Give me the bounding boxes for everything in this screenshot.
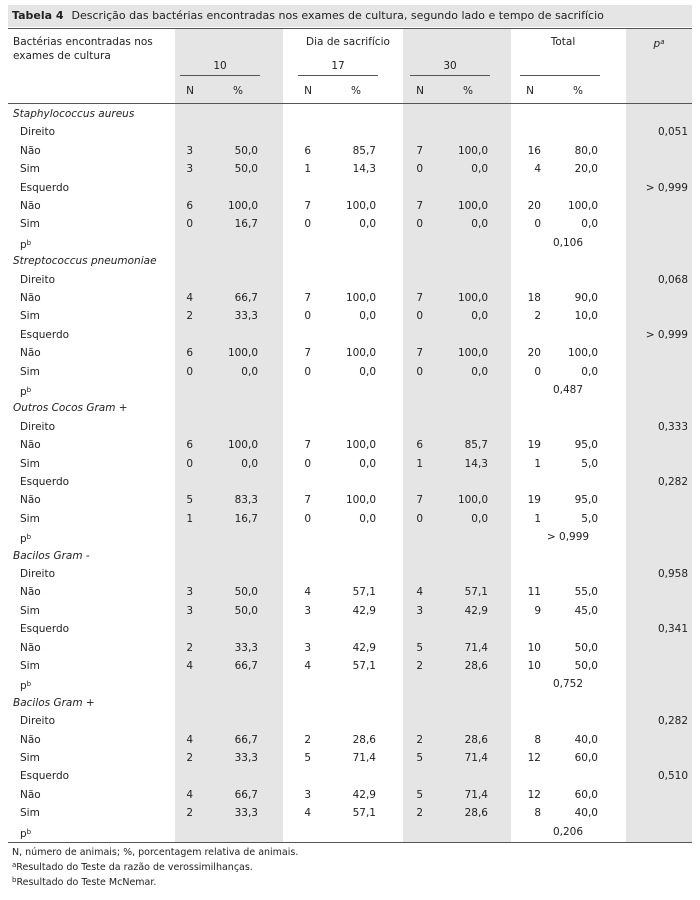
cell-n: 12 bbox=[527, 788, 541, 801]
cell-n: 4 bbox=[186, 660, 193, 672]
category-label: Staphylococcus aureus bbox=[13, 108, 135, 120]
answer-label: Sim bbox=[20, 365, 40, 378]
cell-pct: 85,7 bbox=[352, 144, 376, 157]
cell-n: 0 bbox=[416, 163, 423, 176]
cell-pct: 50,0 bbox=[234, 163, 258, 176]
cell-pct: 0,0 bbox=[581, 218, 598, 231]
cell-n: 19 bbox=[527, 494, 541, 507]
cell-n: 2 bbox=[186, 310, 193, 323]
results-table bbox=[8, 28, 692, 843]
header-dia-sacrificio: Dia de sacrifício bbox=[306, 36, 390, 48]
cell-n: 11 bbox=[527, 586, 541, 599]
footnote: $^b$Resultado do Teste McNemar. bbox=[12, 876, 157, 888]
cell-pct: 50,0 bbox=[234, 586, 258, 599]
p-value: 0,051 bbox=[657, 126, 688, 139]
pb-label: $p^b$ bbox=[20, 827, 32, 840]
cell-n: 4 bbox=[186, 733, 193, 746]
cell-pct: 14,3 bbox=[464, 457, 488, 470]
cell-n: 4 bbox=[304, 660, 311, 672]
pb-value: 0,106 bbox=[552, 236, 584, 249]
cell-n: 7 bbox=[416, 200, 423, 212]
cell-pct: 45,0 bbox=[574, 604, 598, 617]
header-pct: % bbox=[351, 85, 361, 97]
cell-pct: 66,7 bbox=[234, 733, 258, 746]
header-pct: % bbox=[463, 85, 473, 97]
cell-n: 7 bbox=[416, 292, 423, 304]
cell-n: 1 bbox=[416, 457, 423, 470]
cell-n: 7 bbox=[304, 292, 311, 304]
side-label: Esquerdo bbox=[20, 623, 70, 636]
header-pct: % bbox=[233, 85, 243, 97]
cell-pct: 14,3 bbox=[352, 163, 376, 176]
answer-label: Não bbox=[20, 494, 41, 507]
cell-n: 10 bbox=[527, 660, 541, 672]
cell-pct: 0,0 bbox=[471, 163, 488, 176]
cell-pct: 0,0 bbox=[359, 365, 376, 378]
table-footnotes bbox=[12, 846, 298, 889]
cell-pct: 28,6 bbox=[464, 733, 488, 746]
cell-n: 3 bbox=[186, 163, 193, 176]
header-day-30: 30 bbox=[443, 60, 457, 72]
answer-label: Não bbox=[20, 788, 41, 801]
pb-value: 0,752 bbox=[552, 678, 584, 691]
answer-label: Não bbox=[20, 200, 41, 212]
cell-pct: 50,0 bbox=[234, 604, 258, 617]
cell-pct: 50,0 bbox=[234, 144, 258, 157]
rule-day-30 bbox=[410, 75, 490, 76]
cell-n: 2 bbox=[416, 660, 423, 672]
footnote: N, número de animais; %, porcentagem relativa de animais. bbox=[12, 847, 299, 858]
cell-pct: 40,0 bbox=[574, 807, 598, 820]
cell-pct: 71,4 bbox=[464, 752, 488, 764]
p-value: 0,958 bbox=[657, 568, 688, 580]
cell-pct: 100,0 bbox=[457, 494, 488, 507]
cell-n: 1 bbox=[186, 512, 193, 525]
side-label: Esquerdo bbox=[20, 770, 70, 783]
cell-pct: 100,0 bbox=[345, 494, 376, 507]
cell-n: 20 bbox=[527, 347, 541, 360]
cell-n: 2 bbox=[416, 807, 423, 820]
side-label: Direito bbox=[20, 126, 56, 139]
answer-label: Não bbox=[20, 347, 41, 360]
cell-n: 4 bbox=[186, 788, 193, 801]
cell-pct: 100,0 bbox=[227, 439, 258, 452]
cell-pct: 5,0 bbox=[581, 457, 598, 470]
cell-pct: 28,6 bbox=[352, 733, 376, 746]
cell-n: 10 bbox=[527, 641, 541, 654]
cell-pct: 28,6 bbox=[464, 807, 488, 820]
cell-pct: 33,3 bbox=[234, 310, 258, 323]
cell-pct: 100,0 bbox=[345, 439, 376, 452]
p-value: 0,341 bbox=[657, 623, 688, 636]
pb-label: $p^b$ bbox=[20, 533, 32, 546]
cell-pct: 90,0 bbox=[574, 292, 598, 304]
p-value: 0,333 bbox=[657, 420, 688, 433]
category-label: Bacilos Gram + bbox=[13, 696, 95, 709]
cell-pct: 40,0 bbox=[574, 733, 598, 746]
cell-pct: 66,7 bbox=[234, 788, 258, 801]
cell-pct: 0,0 bbox=[359, 310, 376, 323]
cell-n: 7 bbox=[416, 347, 423, 360]
cell-n: 0 bbox=[186, 218, 193, 231]
answer-label: Sim bbox=[20, 457, 40, 470]
cell-pct: 66,7 bbox=[234, 660, 258, 672]
cell-pct: 71,4 bbox=[352, 752, 376, 764]
answer-label: Não bbox=[20, 733, 41, 746]
pb-label: $p^b$ bbox=[20, 386, 32, 398]
cell-n: 2 bbox=[304, 733, 311, 746]
cell-n: 7 bbox=[416, 494, 423, 507]
cell-pct: 0,0 bbox=[359, 457, 376, 470]
cell-pct: 28,6 bbox=[464, 660, 488, 672]
cell-pct: 42,9 bbox=[352, 604, 376, 617]
cell-pct: 0,0 bbox=[471, 310, 488, 323]
cell-n: 1 bbox=[534, 457, 541, 470]
cell-pct: 100,0 bbox=[345, 347, 376, 360]
cell-pct: 100,0 bbox=[227, 347, 258, 360]
cell-n: 20 bbox=[527, 200, 541, 212]
cell-n: 6 bbox=[186, 200, 193, 212]
cell-n: 8 bbox=[534, 733, 541, 746]
cell-n: 0 bbox=[416, 310, 423, 323]
answer-label: Sim bbox=[20, 660, 40, 672]
cell-n: 0 bbox=[304, 218, 311, 231]
cell-pct: 0,0 bbox=[581, 365, 598, 378]
cell-pct: 50,0 bbox=[574, 660, 598, 672]
cell-pct: 57,1 bbox=[464, 586, 488, 599]
cell-pct: 100,0 bbox=[567, 200, 598, 212]
cell-pct: 57,1 bbox=[352, 807, 376, 820]
cell-n: 5 bbox=[416, 641, 423, 654]
header-p: $p^a$ bbox=[653, 38, 665, 50]
cell-n: 1 bbox=[534, 512, 541, 525]
cell-n: 8 bbox=[534, 807, 541, 820]
cell-pct: 20,0 bbox=[574, 163, 598, 176]
header-day-10: 10 bbox=[213, 60, 227, 72]
cell-n: 2 bbox=[416, 733, 423, 746]
cell-pct: 0,0 bbox=[471, 512, 488, 525]
cell-pct: 42,9 bbox=[352, 788, 376, 801]
cell-pct: 55,0 bbox=[574, 586, 598, 599]
footnote: $^a$Resultado do Teste da razão de verossimilhanças. bbox=[12, 861, 253, 873]
cell-n: 6 bbox=[416, 439, 423, 452]
side-label: Esquerdo bbox=[20, 328, 70, 341]
side-label: Esquerdo bbox=[20, 181, 70, 194]
p-value: > 0,999 bbox=[645, 181, 688, 194]
answer-label: Sim bbox=[20, 218, 40, 231]
cell-pct: 5,0 bbox=[581, 512, 598, 525]
cell-n: 0 bbox=[534, 218, 541, 231]
rule-day-17 bbox=[298, 75, 378, 76]
cell-pct: 0,0 bbox=[241, 365, 258, 378]
cell-n: 3 bbox=[416, 604, 423, 617]
cell-n: 7 bbox=[304, 200, 311, 212]
cell-pct: 100,0 bbox=[457, 292, 488, 304]
p-value: > 0,999 bbox=[645, 328, 688, 341]
cell-pct: 100,0 bbox=[345, 200, 376, 212]
answer-label: Sim bbox=[20, 163, 40, 176]
cell-n: 7 bbox=[304, 494, 311, 507]
side-label: Direito bbox=[20, 420, 56, 433]
cell-pct: 95,0 bbox=[574, 494, 598, 507]
pb-label: $p^b$ bbox=[20, 238, 32, 251]
cell-n: 7 bbox=[304, 439, 311, 452]
header-bacteria-line1: Bactérias encontradas nos bbox=[13, 36, 153, 48]
cell-pct: 66,7 bbox=[234, 292, 258, 304]
cell-pct: 10,0 bbox=[574, 310, 598, 323]
caption-text: Descrição das bactérias encontradas nos exames de cultura, segundo lado e tempo de sacrifício bbox=[71, 9, 604, 22]
cell-n: 2 bbox=[186, 752, 193, 764]
cell-n: 0 bbox=[304, 365, 311, 378]
cell-pct: 42,9 bbox=[464, 604, 488, 617]
cell-n: 19 bbox=[527, 439, 541, 452]
pb-value: 0,487 bbox=[552, 384, 584, 396]
pb-value: > 0,999 bbox=[546, 531, 590, 544]
cell-pct: 60,0 bbox=[574, 752, 598, 764]
cell-pct: 0,0 bbox=[359, 512, 376, 525]
cell-n: 16 bbox=[527, 144, 541, 157]
cell-n: 0 bbox=[186, 457, 193, 470]
cell-n: 4 bbox=[186, 292, 193, 304]
cell-pct: 95,0 bbox=[574, 439, 598, 452]
p-value: 0,282 bbox=[657, 715, 688, 728]
cell-n: 9 bbox=[534, 604, 541, 617]
cell-n: 4 bbox=[304, 807, 311, 820]
category-label: Bacilos Gram - bbox=[13, 549, 90, 562]
category-label: Streptococcus pneumoniae bbox=[13, 255, 157, 268]
cell-pct: 100,0 bbox=[457, 347, 488, 360]
cell-pct: 33,3 bbox=[234, 752, 258, 764]
cell-n: 18 bbox=[527, 292, 541, 304]
answer-label: Sim bbox=[20, 310, 40, 323]
cell-pct: 16,7 bbox=[234, 218, 258, 231]
cell-n: 12 bbox=[527, 752, 541, 764]
cell-n: 3 bbox=[186, 604, 193, 617]
answer-label: Sim bbox=[20, 604, 40, 617]
header-pct: % bbox=[573, 85, 583, 97]
side-label: Direito bbox=[20, 715, 56, 728]
cell-n: 3 bbox=[304, 788, 311, 801]
cell-n: 4 bbox=[304, 586, 311, 599]
cell-pct: 85,7 bbox=[464, 439, 488, 452]
answer-label: Não bbox=[20, 586, 41, 599]
cell-n: 4 bbox=[534, 163, 541, 176]
answer-label: Não bbox=[20, 641, 41, 654]
cell-pct: 71,4 bbox=[464, 641, 488, 654]
header-day-17: 17 bbox=[331, 60, 345, 72]
cell-n: 5 bbox=[186, 494, 193, 507]
rule-total bbox=[520, 75, 600, 76]
answer-label: Sim bbox=[20, 512, 40, 525]
cell-n: 3 bbox=[304, 604, 311, 617]
category-label: Outros Cocos Gram + bbox=[13, 402, 128, 415]
p-value: 0,068 bbox=[657, 273, 688, 286]
header-total: Total bbox=[550, 36, 576, 48]
pb-value: 0,206 bbox=[552, 825, 584, 838]
answer-label: Não bbox=[20, 144, 41, 157]
cell-n: 7 bbox=[416, 144, 423, 157]
cell-pct: 100,0 bbox=[457, 144, 488, 157]
side-label: Direito bbox=[20, 273, 56, 286]
answer-label: Não bbox=[20, 292, 41, 304]
cell-n: 0 bbox=[416, 512, 423, 525]
pb-label: $p^b$ bbox=[20, 680, 32, 693]
cell-n: 6 bbox=[186, 439, 193, 452]
cell-pct: 83,3 bbox=[234, 494, 258, 507]
cell-n: 0 bbox=[304, 310, 311, 323]
rule-header-bottom bbox=[8, 103, 692, 104]
answer-label: Sim bbox=[20, 752, 40, 764]
cell-n: 0 bbox=[186, 365, 193, 378]
cell-pct: 100,0 bbox=[345, 292, 376, 304]
cell-n: 6 bbox=[186, 347, 193, 360]
cell-n: 5 bbox=[416, 752, 423, 764]
cell-n: 0 bbox=[304, 512, 311, 525]
cell-n: 0 bbox=[304, 457, 311, 470]
cell-n: 4 bbox=[416, 586, 423, 599]
cell-n: 1 bbox=[304, 163, 311, 176]
caption-label: Tabela 4 bbox=[12, 9, 64, 22]
p-value: 0,282 bbox=[657, 476, 688, 488]
cell-n: 3 bbox=[304, 641, 311, 654]
header-bacteria-line2: exames de cultura bbox=[13, 50, 111, 62]
cell-n: 2 bbox=[186, 807, 193, 820]
cell-pct: 0,0 bbox=[471, 218, 488, 231]
cell-pct: 71,4 bbox=[464, 788, 488, 801]
cell-pct: 80,0 bbox=[574, 144, 598, 157]
header-n: N bbox=[304, 85, 312, 97]
cell-pct: 33,3 bbox=[234, 807, 258, 820]
p-value: 0,510 bbox=[657, 770, 688, 783]
cell-n: 0 bbox=[416, 365, 423, 378]
cell-pct: 100,0 bbox=[227, 200, 258, 212]
cell-pct: 0,0 bbox=[359, 218, 376, 231]
cell-n: 5 bbox=[304, 752, 311, 764]
cell-n: 7 bbox=[304, 347, 311, 360]
cell-pct: 0,0 bbox=[241, 457, 258, 470]
cell-pct: 57,1 bbox=[352, 660, 376, 672]
cell-n: 3 bbox=[186, 586, 193, 599]
cell-pct: 100,0 bbox=[457, 200, 488, 212]
cell-pct: 42,9 bbox=[352, 641, 376, 654]
cell-n: 0 bbox=[416, 218, 423, 231]
table-caption bbox=[8, 5, 692, 27]
cell-n: 3 bbox=[186, 144, 193, 157]
side-label: Esquerdo bbox=[20, 476, 70, 488]
cell-n: 6 bbox=[304, 144, 311, 157]
answer-label: Sim bbox=[20, 807, 40, 820]
cell-n: 0 bbox=[534, 365, 541, 378]
header-n: N bbox=[186, 85, 194, 97]
cell-n: 5 bbox=[416, 788, 423, 801]
cell-n: 2 bbox=[534, 310, 541, 323]
cell-pct: 33,3 bbox=[234, 641, 258, 654]
rule-day-10 bbox=[180, 75, 260, 76]
cell-pct: 57,1 bbox=[352, 586, 376, 599]
cell-pct: 50,0 bbox=[574, 641, 598, 654]
cell-pct: 16,7 bbox=[234, 512, 258, 525]
cell-pct: 60,0 bbox=[574, 788, 598, 801]
cell-n: 2 bbox=[186, 641, 193, 654]
cell-pct: 0,0 bbox=[471, 365, 488, 378]
cell-pct: 100,0 bbox=[567, 347, 598, 360]
side-label: Direito bbox=[20, 568, 56, 580]
answer-label: Não bbox=[20, 439, 41, 452]
header-n: N bbox=[526, 85, 534, 97]
header-n: N bbox=[416, 85, 424, 97]
